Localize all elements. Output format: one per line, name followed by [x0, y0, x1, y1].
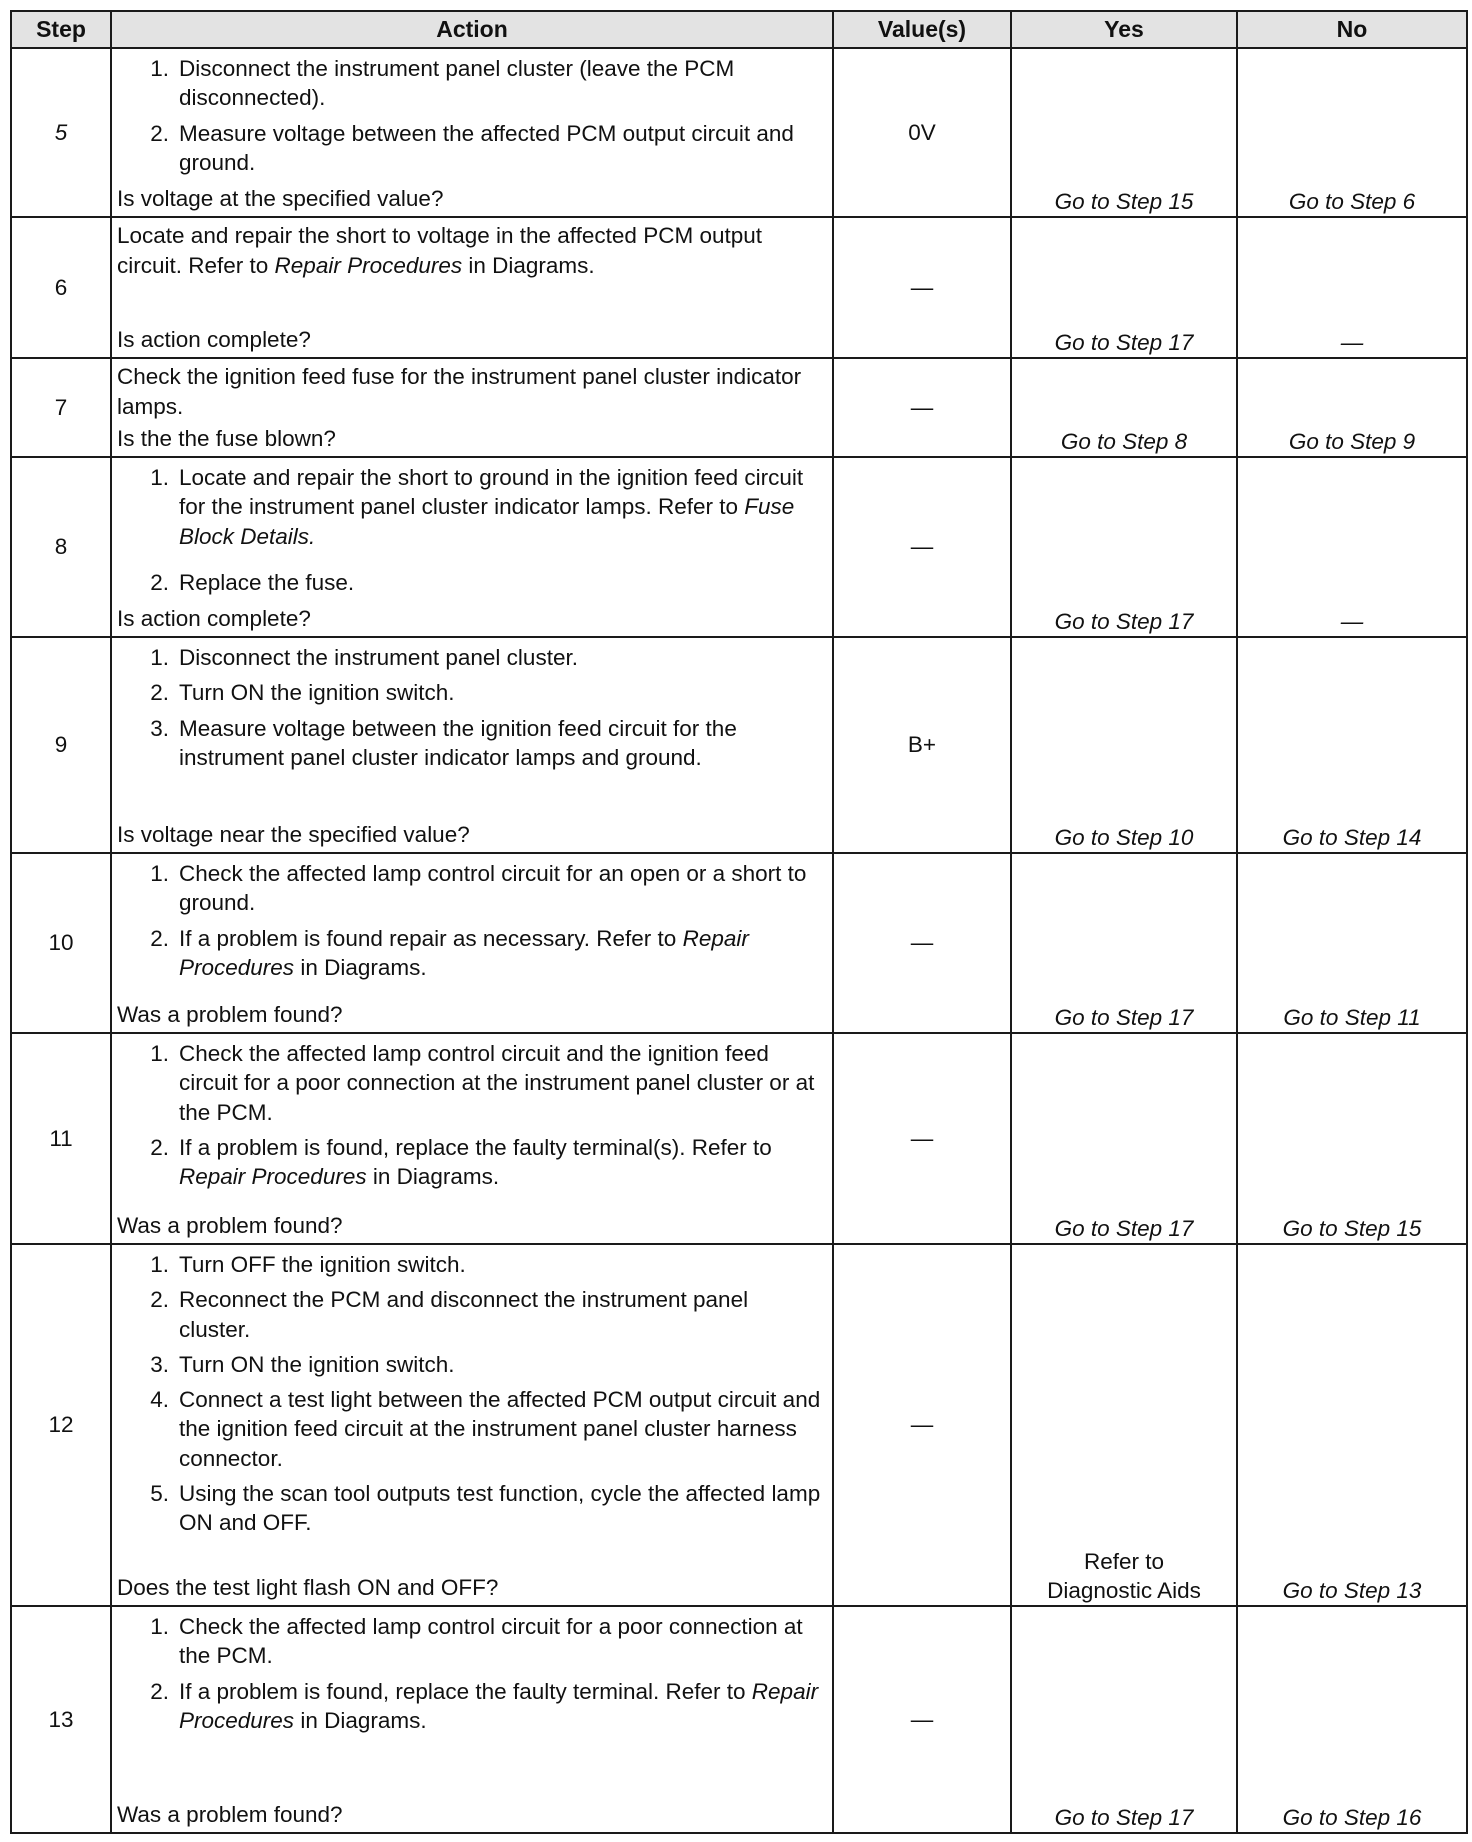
no-column-header: No	[1237, 11, 1467, 48]
yes-cell: Go to Step 8	[1011, 358, 1237, 457]
question: Was a problem found?	[117, 1212, 343, 1238]
table-row	[11, 457, 1467, 637]
step-number: 5	[11, 48, 111, 217]
value-cell: —	[833, 457, 1011, 637]
no-cell: Go to Step 15	[1237, 1033, 1467, 1244]
list-item: 1. Check the affected lamp control circuit for an open or a short to ground.	[150, 861, 807, 916]
value-cell: —	[833, 1606, 1011, 1833]
value-cell: —	[833, 853, 1011, 1033]
step-number: 8	[11, 457, 111, 637]
step-number: 9	[11, 637, 111, 853]
step-number: 7	[11, 358, 111, 457]
yes-line: Refer to	[1083, 1548, 1165, 1574]
list-item: 1. Turn OFF the ignition switch.	[150, 1252, 466, 1277]
table-row	[11, 853, 1467, 1033]
list-item: 2. Replace the fuse.	[150, 569, 355, 595]
list-item: 3. Turn ON the ignition switch.	[150, 1351, 455, 1377]
value-cell: —	[833, 217, 1011, 358]
list-item: 2. Reconnect the PCM and disconnect the instrument panel cluster.	[150, 1287, 749, 1342]
question: Is the the fuse blown?	[117, 425, 336, 451]
no-cell: Go to Step 6	[1237, 48, 1467, 217]
list-item: 3. Measure voltage between the ignition feed circuit for the instrument panel cluster indicator lamps and ground.	[150, 715, 737, 770]
action-cell	[111, 1033, 833, 1244]
list-item: 1. Locate and repair the short to ground in the ignition feed circuit for the instrument panel cluster indicator lamps. Refer to Fuse Block Details.	[150, 465, 804, 549]
value-cell: —	[833, 1033, 1011, 1244]
no-cell: Go to Step 13	[1237, 1244, 1467, 1606]
list-item: 4. Connect a test light between the affected PCM output circuit and the ignition feed circuit at the instrument panel cluster harness connector.	[150, 1387, 821, 1471]
question: Is action complete?	[117, 327, 311, 352]
table-row	[11, 1244, 1467, 1606]
action-text: Locate and repair the short to voltage in the affected PCM output circuit. Refer to Repair Procedures in Diagrams.	[117, 223, 762, 278]
yes-line: Diagnostic Aids	[1047, 1577, 1201, 1603]
yes-cell: Go to Step 17	[1011, 1033, 1237, 1244]
no-cell: —	[1237, 457, 1467, 637]
action-cell	[111, 358, 833, 457]
yes-cell: Go to Step 15	[1011, 48, 1237, 217]
list-item: 2. If a problem is found repair as necessary. Refer to Repair Procedures in Diagrams.	[150, 925, 749, 980]
list-item: 2. Turn ON the ignition switch.	[150, 680, 455, 706]
header-row	[11, 11, 1467, 48]
step-number: 6	[11, 217, 111, 358]
list-item: 2. If a problem is found, replace the faulty terminal. Refer to Repair Procedures in Diagrams.	[150, 1678, 819, 1733]
table-row	[11, 217, 1467, 358]
diagnostic-table	[10, 10, 1468, 1834]
no-cell: Go to Step 9	[1237, 358, 1467, 457]
yes-column-header: Yes	[1011, 11, 1237, 48]
list-item: 1. Check the affected lamp control circuit for a poor connection at the PCM.	[150, 1614, 803, 1669]
yes-cell: Go to Step 17	[1011, 217, 1237, 358]
yes-cell: Go to Step 17	[1011, 1606, 1237, 1833]
value-cell: —	[833, 1244, 1011, 1606]
table-row	[11, 637, 1467, 853]
list-item: 2. If a problem is found, replace the faulty terminal(s). Refer to Repair Procedures in Diagrams.	[150, 1134, 772, 1189]
step-number: 10	[11, 853, 111, 1033]
no-cell: —	[1237, 217, 1467, 358]
action-cell	[111, 1606, 833, 1833]
question: Is action complete?	[117, 605, 311, 631]
action-column-header: Action	[111, 11, 833, 48]
step-number: 11	[11, 1033, 111, 1244]
list-item: 1. Disconnect the instrument panel cluster (leave the PCM disconnected).	[150, 56, 735, 111]
list-item: 5. Using the scan tool outputs test function, cycle the affected lamp ON and OFF.	[150, 1480, 821, 1535]
list-item: 1. Disconnect the instrument panel cluster.	[150, 645, 578, 670]
question: Was a problem found?	[117, 1001, 343, 1027]
table-row	[11, 1033, 1467, 1244]
value-cell: 0V	[833, 48, 1011, 217]
question: Does the test light flash ON and OFF?	[117, 1574, 499, 1600]
table-row	[11, 358, 1467, 457]
action-cell	[111, 457, 833, 637]
yes-cell: Go to Step 10	[1011, 637, 1237, 853]
yes-cell: Go to Step 17	[1011, 457, 1237, 637]
question: Is voltage at the specified value?	[117, 186, 444, 211]
yes-cell: Go to Step 17	[1011, 853, 1237, 1033]
question: Is voltage near the specified value?	[117, 821, 470, 847]
action-cell	[111, 217, 833, 358]
action-cell	[111, 637, 833, 853]
question: Was a problem found?	[117, 1801, 343, 1827]
no-cell: Go to Step 14	[1237, 637, 1467, 853]
action-text: Check the ignition feed fuse for the instrument panel cluster indicator lamps.	[117, 364, 802, 419]
step-column-header: Step	[11, 11, 111, 48]
action-cell	[111, 1244, 833, 1606]
yes-cell	[1011, 1244, 1237, 1606]
table-row	[11, 1606, 1467, 1833]
no-cell: Go to Step 16	[1237, 1606, 1467, 1833]
values-column-header: Value(s)	[833, 11, 1011, 48]
list-item: 1. Check the affected lamp control circuit and the ignition feed circuit for a poor connection at the instrument panel cluster or at the PCM.	[150, 1041, 815, 1125]
action-cell	[111, 853, 833, 1033]
step-number: 12	[11, 1244, 111, 1606]
no-cell: Go to Step 11	[1237, 853, 1467, 1033]
list-item: 2. Measure voltage between the affected PCM output circuit and ground.	[150, 120, 794, 175]
table-row	[11, 48, 1467, 217]
value-cell: B+	[833, 637, 1011, 853]
step-number: 13	[11, 1606, 111, 1833]
action-cell	[111, 48, 833, 217]
value-cell: —	[833, 358, 1011, 457]
